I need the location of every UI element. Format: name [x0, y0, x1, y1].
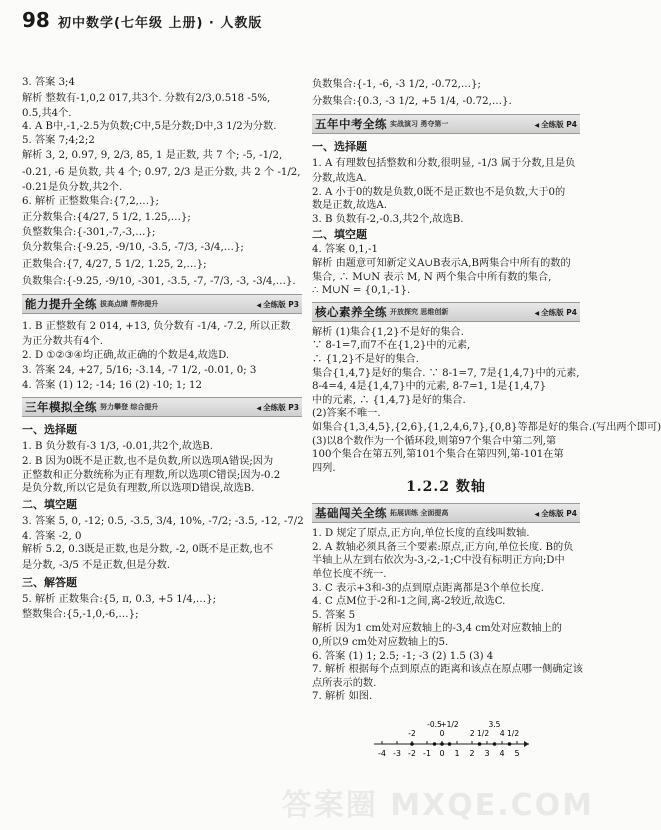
- band-subtitle: 实战演习 勇夺第一: [390, 120, 449, 128]
- text-line: 负数集合:{-9.25, -9/10, -301, -3.5, -7, -7/3, -3, -3/4,…}.: [22, 276, 296, 288]
- text-line: 正整数和正分数统称为正有理数,所以选项C错误;因为-0.2: [22, 469, 281, 481]
- left-column: [22, 76, 302, 622]
- section-band: [22, 397, 302, 417]
- tick-label: -1: [423, 749, 431, 758]
- text-line: 1. B 负分数有-3 1/3, -0.01,共2个,故选B.: [22, 440, 214, 452]
- band-subtitle: 拓展训练 全面提高: [390, 509, 449, 518]
- text-line: 3. 答案 5, 0, -12; 0.5, -3.5, 3/4, 10%, -7/2; -3.5, -12, -7/2: [22, 515, 304, 527]
- tick-label: -4: [378, 749, 386, 758]
- text-line: 2. A 数轴必须具备三个要素:原点,正方向,单位长度. B的负: [312, 541, 574, 553]
- band-tag: ◀ 全练版 P3: [256, 299, 299, 310]
- band-title: 三年模拟全练: [25, 399, 97, 414]
- right-column: [312, 76, 661, 764]
- text-line: 4. 答案 0,1,-1: [312, 244, 378, 256]
- text-line: ∴ {1,2}不是好的集合.: [312, 353, 419, 365]
- point-label: +1/2: [440, 720, 459, 729]
- band-title: 基础闯关全练: [315, 506, 387, 521]
- text-line: 6. 解析 正整数集合:{7,2,…};: [22, 195, 159, 207]
- tick-label: 0: [439, 749, 445, 758]
- text-line: 负整数集合:{-301,-7,-3,…};: [22, 226, 156, 238]
- text-line: 正分数集合:{4/27, 5 1/2, 1.25,…};: [22, 211, 191, 223]
- tick-label: -3: [393, 749, 401, 758]
- axis-point: [410, 742, 414, 746]
- point-label: 4 1/2: [499, 729, 520, 738]
- number-line-svg: [312, 704, 542, 762]
- text-line: 单位长度不统一.: [312, 569, 387, 581]
- watermark: 答案圈 MXQE.COM: [281, 788, 594, 823]
- band-tag: ◀ 全练版 P4: [534, 307, 577, 318]
- text-line: 正数集合:{7, 4/27, 5 1/2, 1.25, 2,…};: [22, 259, 207, 271]
- tick-label: 2: [469, 749, 475, 758]
- axis-point: [433, 742, 437, 746]
- section-band: [22, 294, 302, 314]
- text-line: ∴ M∪N = {0,1,-1}.: [312, 285, 411, 297]
- text-line: 分数,故选A.: [312, 173, 367, 184]
- tick-label: 1: [454, 749, 460, 758]
- text-line: 是分数, -3/5 不是正数,但是分数.: [22, 559, 171, 571]
- text-line: 负分数集合:{-9.25, -9/10, -3.5, -7/3, -3/4,…};: [22, 242, 244, 254]
- text-line: 1. B 正整数有 2 014, +13, 负分数有 -1/4, -7.2, 所以正数: [22, 321, 291, 333]
- number-line: [312, 704, 580, 764]
- section-band: [312, 503, 580, 523]
- text-line: 100个集合在第五列,第101个集合在第四列,第-101在第: [312, 449, 564, 461]
- point-label: -2: [408, 729, 416, 738]
- axis-point: [478, 742, 482, 746]
- text-line: 解析 3, 2, 0.97, 9, 2/3, 85, 1 是正数, 共 7 个; -5, -1/2,: [22, 150, 283, 162]
- text-line: 整数集合:{5,-1,0,-6,…};: [22, 608, 139, 620]
- text-line: 3. 答案 24, +27, 5/16; -3.14, -7 1/2, -0.01, 0; 3: [22, 365, 257, 377]
- text-line: -0.21, -6 是负数, 共 4 个; 0.97, 2/3 是正分数, 共 2 个 -1/2,: [22, 167, 301, 179]
- text-line: 解析 (1)集合{1,2}不是好的集合.: [312, 326, 464, 338]
- text-line: 5. 答案 7;4;2;2: [22, 134, 95, 146]
- axis-point: [440, 742, 444, 746]
- band-subtitle: 努力攀登 综合提升: [100, 402, 159, 411]
- text-line: 2. A 小于0的数是负数,0既不是正数也不是负数,大于0的: [312, 186, 566, 198]
- text-line: 5. 解析 正数集合:{5, π, 0.3, +5 1/4,…};: [22, 593, 217, 605]
- section-band: [312, 114, 580, 134]
- section-heading: 二、填空题: [312, 228, 367, 242]
- tick-label: 3: [484, 749, 490, 758]
- text-line: 如集合{1,3,4,5},{2,6},{1,2,4,6,7},{0,8}等都是好的集合.(写出两个即可): [312, 421, 661, 433]
- point-label: 2 1/2: [469, 729, 490, 738]
- section-heading: 一、选择题: [22, 422, 77, 436]
- text-line: 1. D 规定了原点,正方向,单位长度的直线叫数轴.: [312, 528, 530, 540]
- text-line: 是负分数,所以它是负有理数,所以选项D错误,故选B.: [22, 483, 255, 495]
- band-subtitle: 开放探究 思维创新: [390, 307, 449, 316]
- band-title: 能力提升全练: [25, 297, 97, 312]
- point-label: 3.5: [488, 720, 501, 729]
- text-line: 集合, ∴ M∪N 表示 M, N 两个集合中所有数的集合,: [312, 271, 552, 283]
- text-line: 7. 解析 根据每个点到原点的距离和该点在原点哪一侧确定该: [312, 664, 583, 676]
- text-line: 8-4=4, 4是{1,4,7}中的元素, 8-7=1, 1是{1,4,7}: [312, 381, 547, 393]
- axis-point: [448, 742, 452, 746]
- text-line: 1. A 有理数包括整数和分数,很明显, -1/3 属于分数,且是负: [312, 158, 576, 169]
- text-line: (3)以8个数作为一个循环段,则第97个集合中第二列,第: [312, 435, 557, 447]
- text-line: 5. 答案 5: [312, 609, 356, 621]
- text-line: 6. 答案 (1) 1; 2.5; -1; -3 (2) 1.5 (3) 4: [312, 650, 494, 662]
- text-line: 数是正数,故选A.: [312, 200, 387, 212]
- text-line: 7. 解析 如图.: [312, 691, 373, 703]
- text-line: -0.21是负分数,共2个.: [22, 182, 123, 194]
- point-label: -0.5: [427, 720, 442, 729]
- tick-label: 4: [499, 749, 505, 758]
- text-line: 中的元素, ∴ {1,4,7}是好的集合.: [312, 394, 466, 406]
- text-line: 半轴上从左到右依次为-3,-2,-1;C中没有标明正方向;D中: [312, 555, 565, 567]
- text-line: 3. 答案 3;4: [22, 77, 75, 88]
- text-line: 4. C 点M位于-2和-1之间,离-2较近,故选C.: [312, 596, 506, 608]
- text-line: 4. 答案 -2, 0: [22, 530, 82, 542]
- text-line: ∵ 8-1=7,而7不在{1,2}中的元素,: [312, 340, 471, 352]
- page-header: [22, 8, 578, 32]
- text-line: 3. B 负数有-2,-0.3,共2个,故选B.: [312, 213, 464, 225]
- band-subtitle: 拔高点睛 帮你提升: [100, 300, 159, 309]
- text-line: 负数集合:{-1, -6, -3 1/2, -0.72,…};: [312, 79, 481, 90]
- text-line: 为正分数共有4个.: [22, 336, 104, 348]
- axis-arrow: [524, 741, 529, 747]
- text-line: 3. C 表示+3和-3的点到原点距离都是3个单位长度.: [312, 582, 544, 594]
- text-line: 解析 由题意可知新定义A∪B表示A,B两集合中所有的数的: [312, 257, 571, 269]
- book-title: 初中数学(七年级 上册) · 人教版: [58, 16, 263, 31]
- text-line: 点所表示的数.: [312, 677, 377, 689]
- section-heading: 二、填空题: [22, 497, 77, 511]
- text-line: 2. B 因为0既不是正数,也不是负数,所以选项A错误;因为: [22, 455, 274, 467]
- band-title: 五年中考全练: [315, 117, 387, 131]
- tick-label: -2: [408, 749, 416, 758]
- text-line: 2. D ①②③④均正确,故正确的个数是4,故选D.: [22, 349, 230, 361]
- section-heading: 一、选择题: [312, 140, 367, 153]
- axis-point: [508, 742, 512, 746]
- band-tag: ◀ 全练版 P4: [534, 119, 577, 130]
- band-tag: ◀ 全练版 P4: [534, 508, 577, 519]
- point-label: 0: [439, 729, 445, 738]
- text-line: 0.5,共4个.: [22, 107, 72, 119]
- band-tag: ◀ 全练版 P3: [256, 402, 299, 413]
- text-line: 四列.: [312, 462, 336, 474]
- text-line: 集合{1,4,7}是好的集合. ∵ 8-1=7, 7是{1,4,7}中的元素,: [312, 367, 580, 379]
- text-line: 解析 因为1 cm处对应数轴上的-3,4 cm处对应数轴上的: [312, 623, 562, 635]
- text-line: 4. A B中,-1,-2.5为负数;C中,5是分数;D中,3 1/2为分数.: [22, 121, 277, 133]
- subsection-title: 1.2.2 数轴: [406, 479, 486, 496]
- text-line: 分数集合:{0.3, -3 1/2, +5 1/4, -0.72,…}.: [312, 96, 512, 107]
- text-line: (2)答案不唯一.: [312, 408, 381, 420]
- page-number: 98: [22, 8, 50, 32]
- axis-point: [493, 742, 497, 746]
- band-title: 核心素养全练: [315, 304, 387, 319]
- text-line: 4. 答案 (1) 12; -14; 16 (2) -10; 1; 12: [22, 380, 203, 392]
- section-band: [312, 302, 580, 322]
- text-line: 解析 5.2, 0.3既是正数,也是分数, -2, 0既不是正数,也不: [22, 544, 274, 556]
- text-line: 解析 整数有-1,0,2 017,共3个. 分数有2/3,0.518 -5%,: [22, 92, 271, 104]
- tick-label: 5: [514, 749, 520, 758]
- section-heading: 三、解答题: [22, 575, 77, 589]
- text-line: 0,所以9 cm处对应数轴上的5.: [312, 637, 449, 649]
